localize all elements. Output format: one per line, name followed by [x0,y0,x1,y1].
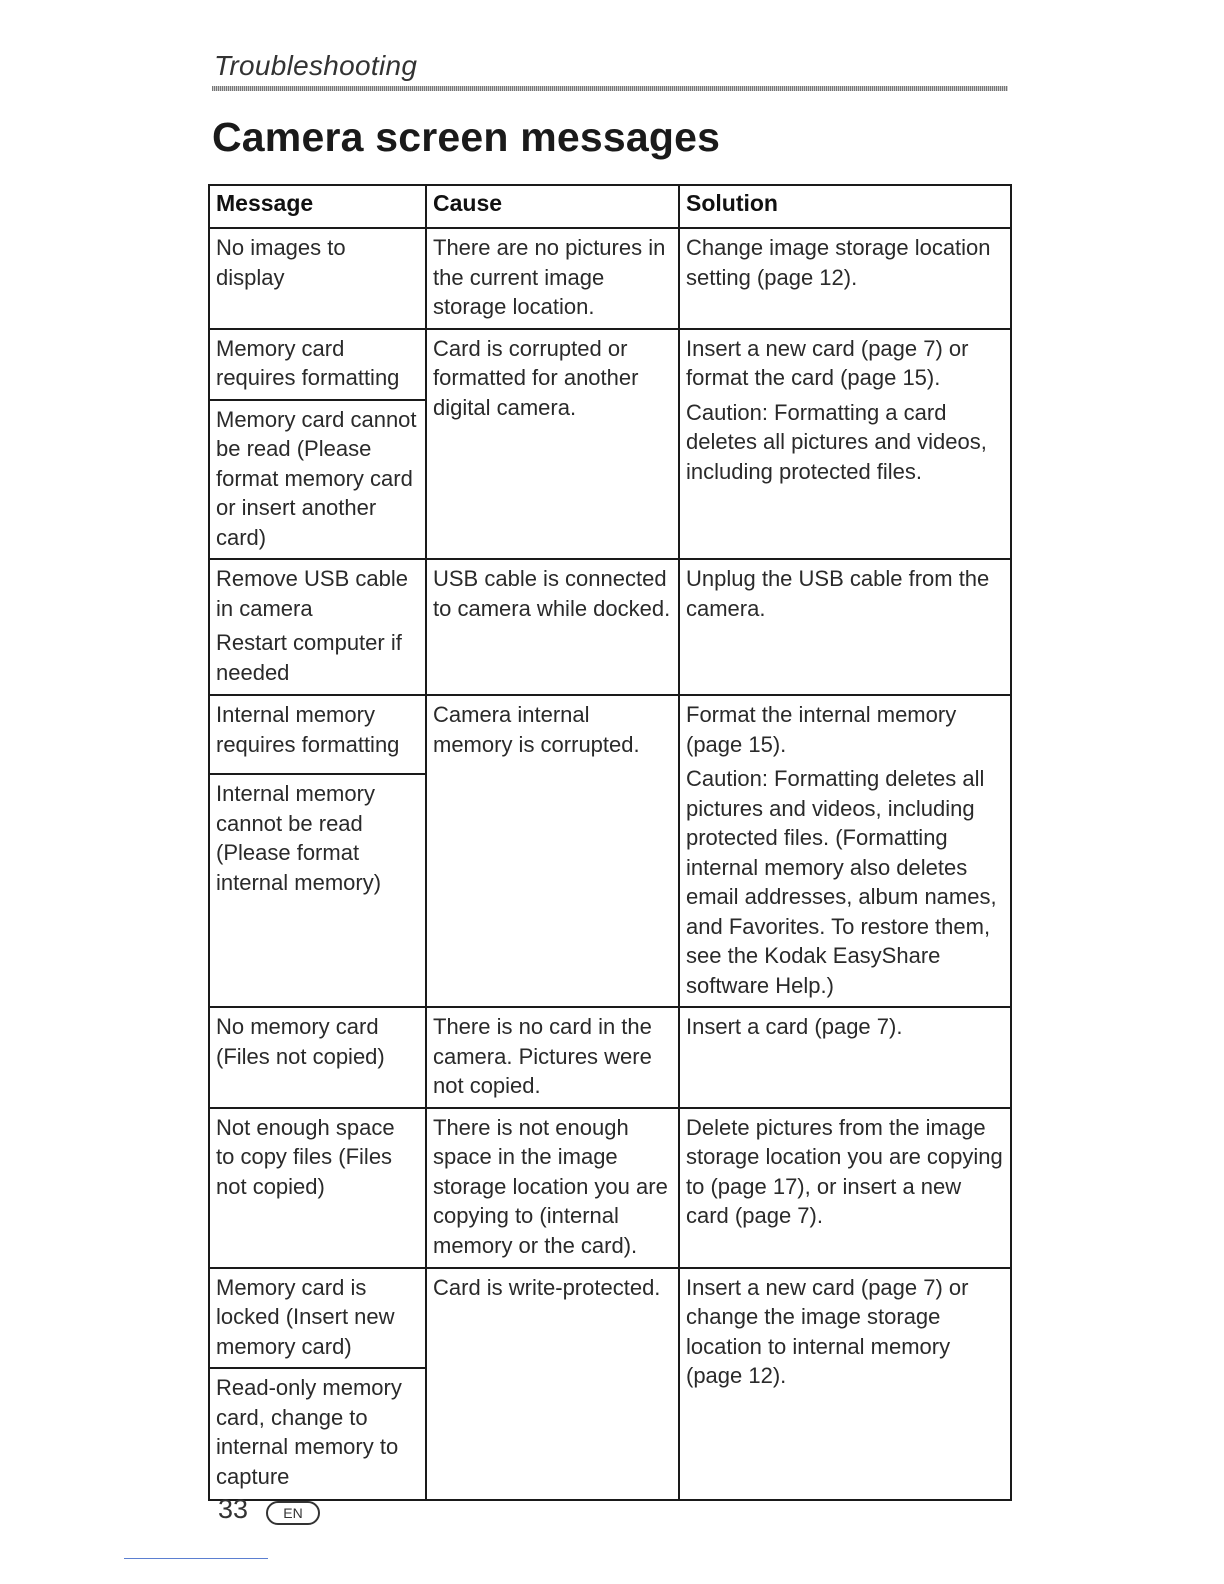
table-header-row [209,185,1011,228]
section-rule [212,86,1008,91]
cause-cell: There is not enough space in the image storage location you are copying to (internal memory or the card). [426,1108,679,1268]
solution-cell: Insert a new card (page 7) or change the image storage location to internal memory (page 12). [679,1268,1011,1501]
solution-cell: Delete pictures from the image storage location you are copying to (page 17), or insert a new card (page 7). [679,1108,1011,1268]
table-row [209,1268,1011,1369]
solution-cell [679,329,1011,560]
table-row [209,1108,1011,1268]
messages-table [208,184,1012,1501]
message-text: Remove USB cable in camera [216,566,408,621]
message-cell: Memory card requires formatting [209,329,426,400]
column-header-cause: Cause [426,185,679,228]
message-cell: Internal memory cannot be read (Please format internal memory) [209,774,426,1007]
table-row [209,695,1011,774]
cause-cell: Camera internal memory is corrupted. [426,695,679,1007]
solution-cell: Insert a card (page 7). [679,1007,1011,1108]
caution-text: Caution: Formatting deletes all pictures and videos, including protected files. (Formatting internal memory also deletes email addresses, album names, and Favorites. To restore them, see the Kodak EasyShare software Help.) [686,766,997,998]
message-cell: Not enough space to copy files (Files not copied) [209,1108,426,1268]
cause-cell: Card is write-protected. [426,1268,679,1501]
solution-text: Insert a new card (page 7) or format the card (page 15). [686,335,969,390]
table-row [209,228,1011,329]
cause-cell: There are no pictures in the current image storage location. [426,228,679,329]
message-cell: Memory card cannot be read (Please format memory card or insert another card) [209,400,426,560]
table-row [209,1007,1011,1108]
solution-cell: Change image storage location setting (page 12). [679,228,1011,329]
message-cell: No images to display [209,228,426,329]
table-row [209,559,1011,695]
solution-cell [679,695,1011,1007]
section-label: Troubleshooting [214,50,418,81]
language-badge-icon [264,1500,322,1526]
table-row [209,329,1011,400]
solution-text: Format the internal memory (page 15). [686,702,957,757]
language-badge-label: EN [283,1505,303,1521]
message-cell: Internal memory requires formatting [209,695,426,774]
message-cell [209,559,426,695]
cause-cell: Card is corrupted or formatted for another digital camera. [426,329,679,560]
column-header-message: Message [209,185,426,228]
message-cell: Memory card is locked (Insert new memory card) [209,1268,426,1369]
column-header-solution: Solution [679,185,1011,228]
cause-cell: USB cable is connected to camera while docked. [426,559,679,695]
solution-cell: Unplug the USB cable from the camera. [679,559,1011,695]
message-text: Restart computer if needed [216,630,402,685]
message-cell: Read-only memory card, change to internal memory to capture [209,1368,426,1500]
page-number: 33 [218,1494,249,1524]
page-title: Camera screen messages [212,114,721,160]
caution-text: Caution: Formatting a card deletes all pictures and videos, including protected files. [686,399,987,484]
footer-rule [124,1558,268,1559]
cause-cell: There is no card in the camera. Pictures were not copied. [426,1007,679,1108]
message-cell: No memory card (Files not copied) [209,1007,426,1108]
